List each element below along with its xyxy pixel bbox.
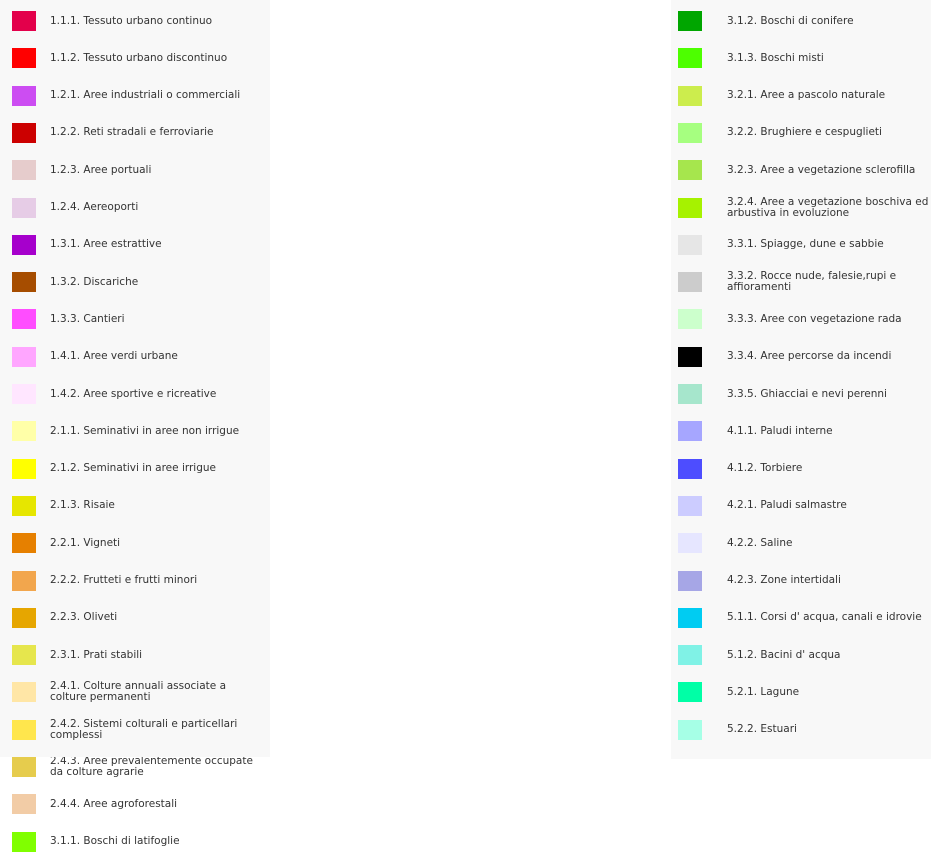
legend-item-2-2-2	[0, 562, 270, 600]
legend-swatch	[678, 533, 702, 553]
legend-swatch	[12, 123, 36, 143]
legend-swatch	[12, 347, 36, 367]
legend-label: 5.2.2. Estuari	[727, 723, 797, 736]
legend-swatch	[12, 682, 36, 702]
legend-label: 1.1.1. Tessuto urbano continuo	[50, 14, 213, 27]
legend-item-2-1-2	[0, 450, 270, 488]
legend-swatch	[12, 571, 36, 591]
legend-label: 1.2.4. Aereoporti	[50, 201, 139, 213]
legend-swatch	[678, 645, 702, 665]
legend-swatch	[12, 757, 36, 777]
legend-swatch	[678, 160, 702, 180]
legend-swatch	[678, 198, 702, 218]
legend-label: 3.2.3. Aree a vegetazione sclerofilla	[727, 163, 916, 176]
legend-item-1-4-2	[0, 375, 270, 413]
legend-label: 3.2.1. Aree a pascolo naturale	[727, 89, 886, 102]
legend-item-3-1-3	[671, 39, 931, 77]
legend-item-2-1-3	[0, 487, 270, 525]
legend-swatch	[12, 421, 36, 441]
legend-label: 5.1.2. Bacini d' acqua	[727, 648, 841, 661]
legend-swatch	[678, 309, 702, 329]
legend-panel-right	[671, 0, 931, 759]
legend-item-4-2-2	[671, 524, 931, 562]
legend-swatch	[12, 235, 36, 255]
legend-item-4-2-3	[671, 562, 931, 600]
legend-label: 1.3.2. Discariche	[50, 275, 139, 288]
legend-label: 1.3.3. Cantieri	[50, 312, 125, 325]
legend-item-3-3-3	[671, 300, 931, 338]
legend-swatch	[678, 384, 702, 404]
legend-item-1-2-1	[0, 77, 270, 115]
legend-label: 4.2.2. Saline	[727, 536, 793, 549]
legend-swatch	[678, 496, 702, 516]
legend-item-3-2-4	[671, 189, 931, 227]
legend-label: 2.2.2. Frutteti e frutti minori	[50, 574, 198, 586]
legend-label: 1.2.1. Aree industriali o commerciali	[50, 89, 241, 102]
legend-swatch	[12, 459, 36, 479]
legend-swatch	[12, 794, 36, 814]
legend-swatch	[678, 571, 702, 591]
legend-item-1-3-3	[0, 300, 270, 338]
legend-swatch	[12, 496, 36, 516]
legend-item-1-3-1	[0, 226, 270, 264]
legend-label: 2.1.3. Risaie	[50, 499, 115, 512]
legend-label: 1.4.1. Aree verdi urbane	[50, 350, 178, 363]
legend-swatch	[12, 832, 36, 852]
legend-label: 2.1.1. Seminativi in aree non irrigue	[50, 424, 240, 437]
legend-item-2-2-1	[0, 524, 270, 562]
legend-swatch	[678, 421, 702, 441]
legend-item-3-2-3	[671, 151, 931, 189]
legend-item-1-1-2	[0, 39, 270, 77]
legend-swatch	[12, 608, 36, 628]
legend-swatch	[678, 720, 702, 740]
legend-label: 2.1.2. Seminativi in aree irrigue	[50, 462, 217, 475]
legend-item-3-2-1	[671, 77, 931, 115]
legend-swatch	[12, 645, 36, 665]
legend-swatch	[678, 682, 702, 702]
legend-item-1-2-2	[0, 114, 270, 152]
legend-item-2-1-1	[0, 412, 270, 450]
legend-label: 2.3.1. Prati stabili	[50, 648, 143, 661]
legend-swatch	[12, 11, 36, 31]
legend-item-1-2-4	[0, 189, 270, 227]
legend-label: 3.1.1. Boschi di latifoglie	[50, 835, 180, 848]
legend-swatch	[678, 123, 702, 143]
legend-swatch	[12, 384, 36, 404]
legend-label: 5.2.1. Lagune	[727, 685, 800, 698]
legend-item-3-1-2	[671, 2, 931, 40]
legend-label: 5.1.1. Corsi d' acqua, canali e idrovie	[727, 611, 922, 624]
legend-swatch	[12, 198, 36, 218]
legend-swatch	[12, 86, 36, 106]
legend-label: 1.2.3. Aree portuali	[50, 163, 152, 176]
legend-swatch	[12, 272, 36, 292]
legend-swatch	[678, 347, 702, 367]
legend-label: 3.3.4. Aree percorse da incendi	[727, 350, 892, 363]
legend-item-5-2-2	[671, 711, 931, 749]
legend-swatch	[678, 608, 702, 628]
legend-item-2-4-2	[0, 711, 270, 749]
legend-label: 4.1.2. Torbiere	[727, 462, 803, 475]
legend-item-2-4-1	[0, 673, 270, 711]
legend-label: 4.2.1. Paludi salmastre	[727, 499, 847, 512]
legend-item-3-1-1	[0, 823, 270, 861]
legend-item-5-1-1	[671, 599, 931, 637]
legend-label: 1.4.2. Aree sportive e ricreative	[50, 387, 217, 400]
legend-label: 3.1.2. Boschi di conifere	[727, 14, 854, 27]
legend-swatch	[678, 86, 702, 106]
legend-label: 2.4.3. Aree prevalentemente occupate da colture agrarie	[50, 757, 253, 778]
legend-item-2-4-4	[0, 785, 270, 823]
legend-item-1-4-1	[0, 338, 270, 376]
legend-swatch	[678, 11, 702, 31]
legend-item-4-1-2	[671, 450, 931, 488]
legend-swatch	[678, 459, 702, 479]
legend-label: 1.1.2. Tessuto urbano discontinuo	[50, 51, 228, 64]
legend-swatch	[678, 48, 702, 68]
legend-item-3-3-1	[671, 226, 931, 264]
legend-swatch	[12, 48, 36, 68]
legend-label: 3.3.5. Ghiacciai e nevi perenni	[727, 387, 887, 400]
legend-swatch	[12, 533, 36, 553]
legend-label: 2.2.3. Oliveti	[50, 611, 118, 624]
legend-item-1-3-2	[0, 263, 270, 301]
legend-label: 2.4.4. Aree agroforestali	[50, 797, 178, 810]
legend-item-1-2-3	[0, 151, 270, 189]
legend-swatch	[12, 160, 36, 180]
legend-label: 1.2.2. Reti stradali e ferroviarie	[50, 126, 214, 139]
legend-item-3-2-2	[671, 114, 931, 152]
legend-item-5-1-2	[671, 636, 931, 674]
legend-item-2-3-1	[0, 636, 270, 674]
legend-label: 1.3.1. Aree estrattive	[50, 238, 162, 251]
legend-panel-left-continued	[0, 757, 270, 866]
legend-item-2-4-3	[0, 757, 270, 786]
legend-label: 3.1.3. Boschi misti	[727, 51, 824, 64]
legend-swatch	[678, 235, 702, 255]
legend-item-2-2-3	[0, 599, 270, 637]
legend-item-4-1-1	[671, 412, 931, 450]
legend-label: 2.4.1. Colture annuali associate a colture permanenti	[50, 680, 226, 704]
legend-panel-left	[0, 0, 270, 757]
legend-label: 2.2.1. Vigneti	[50, 536, 121, 549]
legend-label: 3.3.2. Rocce nude, falesie,rupi e affioramenti	[727, 270, 897, 294]
legend-item-3-3-4	[671, 338, 931, 376]
legend-label: 2.4.2. Sistemi colturali e particellari complessi	[50, 717, 238, 741]
legend-label: 3.3.1. Spiagge, dune e sabbie	[727, 238, 884, 251]
legend-item-5-2-1	[671, 673, 931, 711]
legend-swatch	[12, 720, 36, 740]
legend-item-3-3-2	[671, 263, 931, 301]
legend-item-1-1-1	[0, 2, 270, 40]
legend-item-4-2-1	[671, 487, 931, 525]
legend-label: 3.2.2. Brughiere e cespuglieti	[727, 126, 882, 139]
legend-label: 4.2.3. Zone intertidali	[727, 574, 841, 586]
legend-label: 4.1.1. Paludi interne	[727, 424, 833, 437]
legend-label: 3.3.3. Aree con vegetazione rada	[727, 312, 902, 325]
legend-label: 3.2.4. Aree a vegetazione boschiva ed arbustiva in evoluzione	[727, 195, 929, 219]
legend-swatch	[678, 272, 702, 292]
legend-item-3-3-5	[671, 375, 931, 413]
legend-swatch	[12, 309, 36, 329]
